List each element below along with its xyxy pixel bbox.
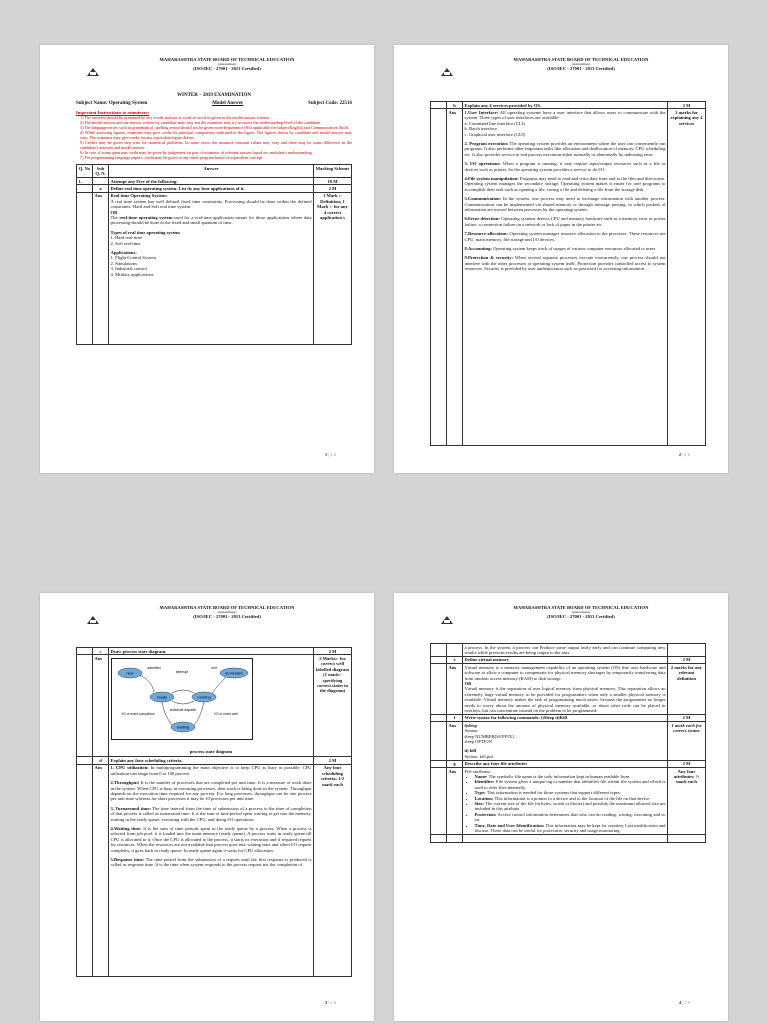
vm-definition-2: Virtual memory is the separation of user logical memory from physical memory. This separation allows an extremely large virtual memory to be provided for programmers when only a smaller physical memory is available. Virtual memory makes the task of programming much easier, because the programmer no longer needs to worry about the amount of physical memory available, or about what code can be placed in overlays, but can concentrate instead on the problem to be programmed. [464, 686, 666, 713]
types-title: Types of real time operating system [110, 229, 180, 235]
qc-sub: c [93, 648, 109, 655]
label-terminated: terminated [225, 671, 242, 676]
app-item: 1. Flight Control System [110, 255, 156, 261]
service-ui: 1.User Interface: All operating systems have a user interface that allows users to communicate with the system. Three types of user interfaces are available: [464, 109, 666, 121]
marks-b: 1 marks for explaining any 4 services [668, 109, 706, 446]
attribute-list [465, 774, 666, 833]
qf-text: Write syntax for following commands: i)Sleep ii)Kill [463, 714, 668, 721]
qd-text: Explain any four scheduling criteria. [109, 757, 314, 764]
instruction-item: 5) Credits may be given step wise for numerical problems. In some cases, the assumed constant values may vary and there may be some difference in the candidate's answers and model answer. [80, 140, 352, 151]
ans-label: Ans [447, 109, 463, 446]
criteria-item: 3. Turnaround time: The time interval from the time of submission of a process to the time of completion of that process is called as turnaround time. It is the sum of time period spent waiting to get into the memory, waiting in the ready queue, executing with the CPU, and doing I/O operations. [110, 805, 312, 822]
or-label: OR [110, 209, 118, 215]
qa-marks: 2 M [314, 185, 352, 192]
iso-cert: (ISO/IEC - 27001 - 2013 Certified) [547, 66, 615, 72]
label-ready: ready [156, 694, 167, 700]
subject-name: Subject Name: Operating System [76, 101, 148, 107]
service-item: 5.Communication: In the system, one process may need to exchange information with another process. Communication can be implemented via shared memory or through message passing, in which packets of information are moved between processes by the operating system. [464, 196, 666, 212]
qc-text: Draw process state diagram. [109, 648, 314, 655]
marks-e: 2 marks for any relevant definition [668, 664, 706, 715]
board-name: MAHARASHTRA STATE BOARD OF TECHNICAL EDUCATION [513, 57, 649, 62]
th-marking: Marking Scheme [314, 165, 352, 178]
service-item: 8.Accounting: Operating system keeps track of usages of various computer resources allocated to users. [464, 246, 657, 252]
label-new: new [125, 670, 134, 676]
msbte-logo-icon [440, 67, 454, 77]
page-header [394, 605, 728, 635]
page-header [40, 57, 374, 87]
msbte-logo-icon [86, 615, 100, 625]
qa-sub: a [93, 185, 109, 192]
kill-title: ii) kill [464, 748, 477, 754]
rt-title: Real time Operating System: [110, 193, 168, 199]
criteria-item: 4.Waiting time: It is the sum of time periods spent in the ready queue by a process. When a process is selected from job pool, it is loaded into the main memory (ready queue). A process waits in ready queue till CPU is allocated to it. Once the CPU is allocated to the process, it starts its execution and if required request for resources. When the resources are not available that process goes into waiting state and when I/O request completes, it goes back to ready queue. In ready queue again it waits for CPU allocation. [110, 825, 312, 853]
iso-cert: (ISO/IEC - 27001 - 2013 Certified) [547, 614, 615, 620]
or-label: OR [464, 680, 472, 686]
ans-label: Ans [447, 722, 463, 760]
instruction-item: 2) The model answer and the answer written by candidate may vary but the examiner may try to assess the understanding level of the candidate. [80, 120, 322, 126]
ui-type: a. Command line interface (CLI) [464, 120, 525, 126]
subject-code: Subject Code: 22516 [308, 101, 352, 107]
autonomous-label: (Autonomous) [571, 609, 591, 614]
qb-text: Explain any 4 services provided by OS. [463, 102, 668, 109]
service-item: 9.Protection & security: When several separate processes execute concurrently, one process should not interfere with the other processes or operating system itself. Protection provides controlled access to system resources. Security is provided by user authentication such as password for accessing information. [464, 255, 666, 272]
sleep-syntax-1: sleep NUMBER[SUFFIX]... [464, 733, 518, 739]
marks-c: 2 Marks:- for correct well labelled diagram (1 mark:- specifying correct states in the diagram) [314, 655, 352, 757]
ans-label: Ans [447, 664, 463, 715]
rt-definition: A real time system has well defined fixed time constraints. Processing should be done within the defined constraints -Hard and Soft real time system. [110, 198, 312, 210]
service-item: 4.File system manipulation: Programs may need to read and write data from and to the files and directories. Operating system manages the secondary storage. Operating system makes it easier for user programs to accomplish their task such as opening a file, saving a file and deleting a file from the storage disk. [464, 175, 666, 192]
qg-text: Describe any four file attributes [463, 760, 668, 767]
page-number: 4| 2 6 [678, 1000, 690, 1005]
marks-a: 1 Mark :- Definition; 1 Mark :- for any 4 correct application s [314, 192, 352, 344]
instruction-item: 1) The answers should be examined by key words and not as word-to-word as given in the model answer scheme. [80, 115, 271, 121]
instructions-title: Important Instructions to examiners: [76, 109, 150, 115]
th-answer: Answer [109, 165, 314, 178]
service-item: 2. Program execution: The operating system provides an environment where the user can conveniently run programs. It also performs other important tasks like allocation and deallocation of memory, CPU scheduling etc. It also provides service to end process execution either normally or abnormally by indicating error. [464, 140, 666, 157]
q1-number: 1. [77, 178, 93, 185]
sleep-title: i)sleep [464, 722, 478, 728]
answer-table [430, 643, 706, 843]
app-item: 4. Military applications [110, 271, 154, 277]
service-item: 7.Resource allocation: Operating system manages resource allocation to the processes. These resources are CPU, main memory, file storage and I/O devices. [464, 231, 666, 242]
qf-sub: f [447, 714, 463, 721]
msbte-logo-icon [440, 615, 454, 625]
apps-title: Applications: [110, 250, 137, 255]
page-header [394, 57, 728, 87]
iso-cert: (ISO/IEC - 27001 - 2013 Certified) [193, 66, 261, 72]
kill-syntax: Syntax: kill pid [464, 753, 493, 759]
criteria-item: 2.Throughput: It is the number of processes that are completed per unit time. It is a measure of work done in the system. When CPU is busy in executing processes, then work is being done in the system. Throughput depends on the execution time required for any process. For long processes, throughput can be one process per unit time whereas for short processes it may be 10 processes per unit time. [110, 780, 312, 802]
attr-intro: File attributes: [464, 768, 492, 774]
q1-text: Attempt any Five of the following: [109, 178, 314, 185]
q1-marks: 10 M [314, 178, 352, 185]
instruction-item: 6) In case of some questions credit may be given by judgement on part of examiner of relevant answer based on candidate's understanding. [80, 150, 313, 156]
page-2 [394, 45, 728, 473]
type-item: 2. Soft real-time [110, 240, 141, 246]
marks-g: Any four attributes: ½ mark each [668, 768, 706, 835]
page-number: 1| 2 6 [324, 452, 336, 457]
app-item: 3. Industrial control [110, 266, 147, 272]
app-item: 2. Simulations [110, 260, 138, 266]
page-header [40, 605, 374, 635]
process-state-diagram [111, 658, 253, 740]
qe-text: Define virtual memory [463, 656, 668, 663]
model-answer-label: Model Answer [212, 101, 244, 107]
type-item: 1. Hard real-time [110, 235, 143, 241]
answer-table [76, 647, 352, 977]
sleep-syntax-2: sleep OPTION [464, 739, 492, 744]
ans-label: Ans [447, 768, 463, 835]
service-item: 3. I/O operations: When a program is running, it may require input/output resources such as a file or devices such as printer. So the operating system provides a service to do I/O. [464, 161, 666, 172]
label-waiting: waiting [176, 724, 189, 730]
qd-marks: 2 M [314, 757, 352, 764]
instruction-item: 4) While assessing figures, examiner may give credit for principal components indicated in the figure. The figures drawn by candidate and model answer may vary. The examiner may give credit for any equivalent figure drawn. [80, 130, 352, 141]
page-number: 3| 2 6 [324, 1000, 336, 1005]
qc-marks: 2 M [314, 648, 352, 655]
qd-sub: d [93, 757, 109, 764]
iso-cert: (ISO/IEC - 27001 - 2013 Certified) [193, 614, 261, 620]
rt-definition-2: The real-time operating system used for a real-time application means for those applications where data processing should be done in the fixed and small quantum of time. [110, 214, 312, 226]
ans-label: Ans [93, 655, 109, 757]
attribute-item: • Time, Date and User Identification: This information may be kept for creation, Last modification and last use. These data can be useful for protection, security and usage monitoring. [475, 823, 666, 834]
attribute-item: • Name: The symbolic file name is the only information kept in human readable form. [475, 774, 666, 779]
label-running: running [196, 694, 211, 700]
marks-f: 1 mark each for correct syntax [668, 722, 706, 760]
instructions-list [76, 115, 352, 160]
attribute-item: • Protection: Access control information determines that who can do reading, writing, executing and so on. [475, 812, 666, 823]
qg-sub: g [447, 760, 463, 767]
label-dispatch: scheduler dispatch [169, 707, 196, 712]
response-time-continued: a process. In the system, a process can Produce some output fairly early and can continue computing new results while previous results are being output to the user. [464, 644, 666, 655]
label-io-completion: I/O or event completion [121, 711, 154, 716]
attribute-item: • Location: This information is a pointer to a device and to the location of the file on that device. [475, 796, 666, 801]
qb-sub: b [447, 102, 463, 109]
page-3 [40, 593, 374, 1021]
criteria-item: 5.Response time: The time period from the submission of a request until the first response is produced is called as response time. It is the time when system responds to the process request not the completion of [110, 857, 312, 868]
th-qno: Q. No . [77, 165, 93, 178]
qb-marks: 2 M [668, 102, 706, 109]
attribute-item: • Size: The current size of the file (in bytes, words or blocks) and possibly the maximum allowed size are included in this attribute. [475, 801, 666, 812]
marks-d: Any four scheduling criteria: 1/2 mark each [314, 764, 352, 976]
ui-type: b. Batch interface [464, 126, 498, 132]
page-1 [40, 45, 374, 473]
attribute-item: • Type: This information is needed for those systems that support different types. [475, 790, 666, 795]
autonomous-label: (Autonomous) [571, 61, 591, 66]
page-number: 2| 2 6 [678, 452, 690, 457]
autonomous-label: (Autonomous) [217, 609, 237, 614]
board-name: MAHARASHTRA STATE BOARD OF TECHNICAL EDUCATION [513, 605, 649, 610]
criteria-item: 1. CPU utilization: In multiprogramming the main objective is to keep CPU as busy as possible. CPU utilization can range from 0 to 100 percent. [110, 765, 312, 776]
sleep-syntax-label: Syntax: [464, 728, 479, 734]
ans-label: Ans [93, 764, 109, 976]
qa-text: Define real time operating system. List its any four applications of it. [109, 185, 314, 192]
attribute-item: • Identifier: File system gives a unique tag or number that identifies file within file system and which is used to refer files internally. [475, 779, 666, 790]
board-name: MAHARASHTRA STATE BOARD OF TECHNICAL EDUCATION [159, 605, 295, 610]
qe-sub: e [447, 656, 463, 663]
ui-type: c. Graphical user interface (GUI) [464, 131, 526, 137]
answer-table [430, 101, 706, 446]
vm-definition: Virtual memory is a memory management capability of an operating system (OS) that uses hardware and software to allow a computer to compensate for physical memory shortages by temporarily transferring data from random access memory (RAM) to disk storage. [464, 664, 666, 681]
instruction-item: 3) The language errors such as grammatical, spelling errors should not be given more Importance (Not applicable for subject English and Communication Skills. [80, 125, 350, 131]
label-io-wait: I/O or event wait [213, 711, 238, 716]
board-name: MAHARASHTRA STATE BOARD OF TECHNICAL EDUCATION [159, 57, 295, 62]
qg-marks: 2 M [668, 760, 706, 767]
diagram-caption: process state diagram [189, 749, 233, 755]
label-interrupt: interrupt [175, 669, 188, 674]
autonomous-label: (Autonomous) [217, 61, 237, 66]
msbte-logo-icon [86, 67, 100, 77]
th-subq: Sub Q. N. [93, 165, 109, 178]
instruction-item: 7) For programming language papers, credit may be given to any other program based on equivalent concept. [80, 155, 264, 161]
label-exit: exit [210, 665, 217, 670]
service-item: 6.Error detection: Operating systems detects CPU and memory hardware such as a memory error or power failure, a connection failure on a network or lack of paper in the printer etc. [464, 216, 666, 227]
ans-label: Ans [93, 192, 109, 344]
label-admitted: admitted [146, 665, 161, 670]
qe-marks: 2 M [668, 656, 706, 663]
page-4 [394, 593, 728, 1021]
qf-marks: 2 M [668, 714, 706, 721]
exam-title: WINTER – 2019 EXAMINATION [177, 93, 251, 98]
answer-table [76, 164, 352, 345]
